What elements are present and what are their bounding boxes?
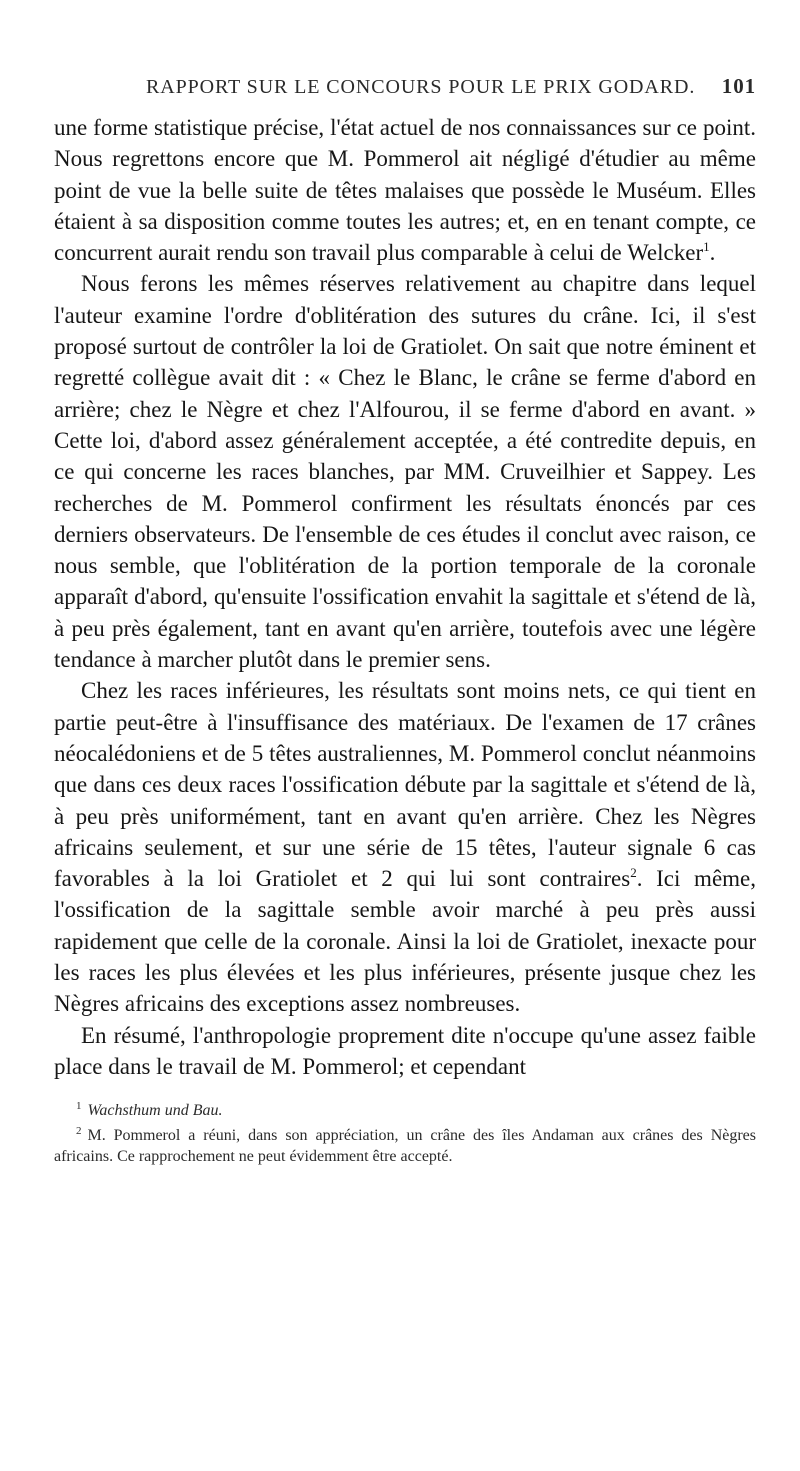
footnote-ref: 2 xyxy=(630,865,637,881)
footnote xyxy=(54,1121,756,1167)
footnote-number: 2 xyxy=(76,1125,82,1138)
paragraph-tail: . xyxy=(709,240,716,266)
running-title: RAPPORT SUR LE CONCOURS POUR LE PRIX GODARD. xyxy=(146,76,696,98)
paragraph xyxy=(54,1020,756,1083)
paragraph xyxy=(54,112,756,268)
paragraph-text: Nous ferons les mêmes réserves relativement au chapitre dans lequel l'auteur examine l'ordre d'oblitération des sutures du crâne. Ici, il s'est proposé surtout de contrôler la loi de Gratiolet. On sait que notre éminent et regretté collègue avait dit : « Chez le Blanc, le crâne se ferme d'abord en arrière; chez le Nègre et chez l'Alfourou, il se ferme d'abord en avant. » Cette loi, d'abord assez généralement acceptée, a été contredite depuis, en ce qui concerne les races blanches, par MM. Cruveilhier et Sappey. Les recherches de M. Pommerol confirment les résultats énoncés par ces derniers observateurs. De l'ensemble de ces études il conclut avec raison, ce nous semble, que l'oblitération de la portion temporale de la coronale apparaît d'abord, qu'ensuite l'ossification envahit la sagittale et s'étend de là, à peu près également, tant en avant qu'en arrière, toutefois avec une légère tendance à marcher plutôt dans le premier sens. xyxy=(54,271,756,673)
body-text xyxy=(54,112,756,1082)
book-page xyxy=(54,72,756,1167)
footnote-text: Wachsthum und Bau. xyxy=(87,1102,223,1120)
footnote xyxy=(54,1096,756,1121)
paragraph-text: En résumé, l'anthropologie proprement dite n'occupe qu'une assez faible place dans le travail de M. Pommerol; et cependant xyxy=(54,1022,756,1079)
paragraph-text: une forme statistique précise, l'état actuel de nos connaissances sur ce point. Nous regrettons encore que M. Pommerol ait négligé d'étudier au même point de vue la belle suite de têtes malaises que possède le Muséum. Elles étaient à sa disposition comme toutes les autres; et, en en tenant compte, ce concurrent aurait rendu son travail plus comparable à celui de Welcker xyxy=(54,115,756,266)
page-number: 101 xyxy=(721,74,756,98)
paragraph-tail: . Ici même, l'ossification de la sagittale semble avoir marché à peu près aussi rapidement que celle de la coronale. Ainsi la loi de Gratiolet, inexacte pour les races les plus élevées et les plus inférieures, présente jusque chez les Nègres africains des exceptions assez nombreuses. xyxy=(54,866,756,1017)
footnotes xyxy=(54,1096,756,1167)
paragraph xyxy=(54,268,756,675)
paragraph xyxy=(54,675,756,1019)
running-header xyxy=(54,72,756,112)
footnote-text: M. Pommerol a réuni, dans son appréciation, un crâne des îles Andaman aux crânes des Nègres africains. Ce rapprochement ne peut évidemment être accepté. xyxy=(54,1127,756,1166)
footnote-number: 1 xyxy=(76,1100,82,1113)
footnote-ref: 1 xyxy=(703,239,710,255)
paragraph-text: Chez les races inférieures, les résultats sont moins nets, ce qui tient en partie peut-être à l'insuffisance des matériaux. De l'examen de 17 crânes néocalédoniens et de 5 têtes australiennes, M. Pommerol conclut néanmoins que dans ces deux races l'ossification débute par la sagittale et s'étend de là, à peu près uniformément, tant en avant qu'en arrière. Chez les Nègres africains seulement, et sur une série de 15 têtes, l'auteur signale 6 cas favorables à la loi Gratiolet et 2 qui lui sont contraires xyxy=(54,678,756,892)
